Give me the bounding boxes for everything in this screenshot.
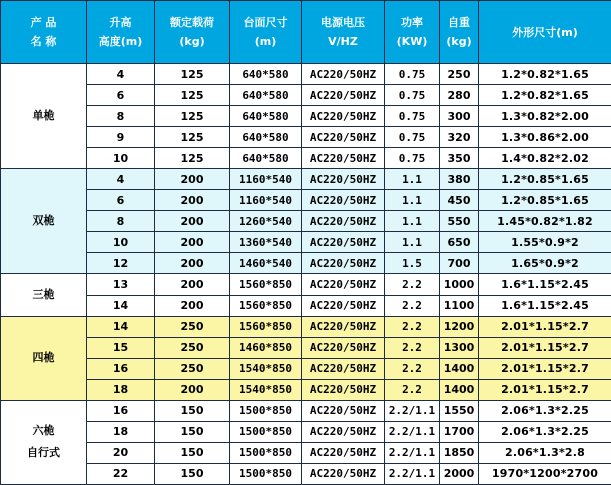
table-row [1,169,611,190]
cell-power-supply: AC220/50HZ [302,190,385,211]
cell-rated-load: 150 [155,400,230,421]
cell-power-supply: AC220/50HZ [302,127,385,148]
cell-overall-size: 1.45*0.82*1.82 [479,211,611,232]
cell-power-supply: AC220/50HZ [302,463,385,484]
cell-power: 1.1 [385,211,440,232]
cell-overall-size: 2.06*1.3*2.25 [479,400,611,421]
cell-power: 1.1 [385,190,440,211]
cell-power-supply: AC220/50HZ [302,253,385,274]
product-type-cell [1,169,87,274]
cell-power: 0.75 [385,148,440,169]
cell-overall-size: 1.6*1.15*2.45 [479,295,611,316]
table-row [1,85,611,106]
table-row [1,190,611,211]
cell-lift-height: 13 [87,274,155,295]
table-row [1,421,611,442]
cell-self-weight: 320 [440,127,479,148]
cell-lift-height: 10 [87,232,155,253]
table-row [1,127,611,148]
cell-platform-size: 1540*850 [230,358,302,379]
cell-power-supply: AC220/50HZ [302,64,385,85]
product-type-label: 四桅 [32,351,55,365]
cell-power: 1.1 [385,169,440,190]
cell-rated-load: 250 [155,316,230,337]
cell-power: 2.2 [385,295,440,316]
cell-platform-size: 640*580 [230,85,302,106]
product-type-cell [1,400,87,484]
cell-lift-height: 4 [87,169,155,190]
cell-rated-load: 200 [155,190,230,211]
cell-power: 2.2/1.1 [385,463,440,484]
header-platform-size: 台面尺寸 (m) [230,1,302,64]
cell-rated-load: 250 [155,337,230,358]
table-row [1,106,611,127]
cell-rated-load: 200 [155,169,230,190]
table-row [1,358,611,379]
header-overall-size: 外形尺寸(m) [479,1,611,64]
cell-rated-load: 125 [155,127,230,148]
table-row [1,211,611,232]
cell-lift-height: 18 [87,379,155,400]
cell-rated-load: 125 [155,64,230,85]
cell-power-supply: AC220/50HZ [302,232,385,253]
cell-power: 2.2 [385,316,440,337]
cell-lift-height: 15 [87,337,155,358]
table-row [1,442,611,463]
product-type-cell [1,64,87,169]
header-self-weight: 自重 (kg) [440,1,479,64]
cell-rated-load: 250 [155,358,230,379]
product-type-cell [1,274,87,316]
cell-lift-height: 6 [87,190,155,211]
table-row [1,274,611,295]
cell-rated-load: 200 [155,274,230,295]
cell-power-supply: AC220/50HZ [302,85,385,106]
cell-power-supply: AC220/50HZ [302,442,385,463]
cell-self-weight: 700 [440,253,479,274]
cell-platform-size: 1460*540 [230,253,302,274]
cell-lift-height: 18 [87,421,155,442]
product-type-label: 三桅 [32,288,55,302]
cell-self-weight: 650 [440,232,479,253]
cell-power: 0.75 [385,127,440,148]
product-type-cell [1,316,87,400]
cell-platform-size: 640*580 [230,148,302,169]
product-type-label: 双桅 [32,214,55,228]
cell-power: 0.75 [385,64,440,85]
cell-self-weight: 1200 [440,316,479,337]
cell-platform-size: 1160*540 [230,190,302,211]
cell-overall-size: 1970*1200*2700 [479,463,611,484]
cell-overall-size: 1.3*0.86*2.00 [479,127,611,148]
cell-platform-size: 1460*850 [230,337,302,358]
cell-overall-size: 1.2*0.82*1.65 [479,85,611,106]
cell-lift-height: 14 [87,295,155,316]
cell-lift-height: 22 [87,463,155,484]
cell-overall-size: 1.65*0.9*2 [479,253,611,274]
header-power-supply: 电源电压 V/HZ [302,1,385,64]
header-rated-load: 额定载荷 (kg) [155,1,230,64]
cell-lift-height: 8 [87,211,155,232]
product-type-label: 自行式 [27,446,60,460]
cell-lift-height: 9 [87,127,155,148]
table-row [1,64,611,85]
cell-lift-height: 16 [87,400,155,421]
cell-platform-size: 1500*850 [230,442,302,463]
cell-rated-load: 150 [155,442,230,463]
cell-self-weight: 450 [440,190,479,211]
cell-power-supply: AC220/50HZ [302,106,385,127]
header-lift-height: 升高 高度(m) [87,1,155,64]
cell-overall-size: 2.01*1.15*2.7 [479,337,611,358]
header-product-name: 产 品 名 称 [1,1,87,64]
cell-power-supply: AC220/50HZ [302,421,385,442]
table-body [1,64,611,485]
cell-overall-size: 2.06*1.3*2.25 [479,421,611,442]
cell-power: 2.2 [385,337,440,358]
cell-rated-load: 200 [155,379,230,400]
cell-power-supply: AC220/50HZ [302,337,385,358]
cell-rated-load: 150 [155,463,230,484]
cell-rated-load: 125 [155,106,230,127]
cell-power: 0.75 [385,85,440,106]
cell-platform-size: 640*580 [230,127,302,148]
cell-rated-load: 125 [155,85,230,106]
cell-power-supply: AC220/50HZ [302,211,385,232]
header-power: 功率 (KW) [385,1,440,64]
product-type-label: 单桅 [32,109,55,123]
cell-overall-size: 2.01*1.15*2.7 [479,316,611,337]
cell-self-weight: 1850 [440,442,479,463]
cell-power: 2.2 [385,379,440,400]
cell-platform-size: 1260*540 [230,211,302,232]
cell-self-weight: 1700 [440,421,479,442]
table-row [1,379,611,400]
cell-power-supply: AC220/50HZ [302,358,385,379]
table-row [1,253,611,274]
cell-rated-load: 200 [155,211,230,232]
cell-self-weight: 1550 [440,400,479,421]
cell-platform-size: 1500*850 [230,421,302,442]
cell-rated-load: 200 [155,253,230,274]
table-row [1,463,611,484]
cell-power-supply: AC220/50HZ [302,400,385,421]
cell-self-weight: 1400 [440,358,479,379]
cell-overall-size: 1.3*0.82*2.00 [479,106,611,127]
cell-lift-height: 8 [87,106,155,127]
cell-overall-size: 1.2*0.85*1.65 [479,169,611,190]
cell-power-supply: AC220/50HZ [302,148,385,169]
cell-power-supply: AC220/50HZ [302,274,385,295]
cell-overall-size: 2.06*1.3*2.8 [479,442,611,463]
cell-lift-height: 10 [87,148,155,169]
product-type-label: 六桅 [32,424,55,438]
cell-power-supply: AC220/50HZ [302,295,385,316]
cell-power: 2.2/1.1 [385,400,440,421]
cell-power: 0.75 [385,106,440,127]
cell-rated-load: 200 [155,295,230,316]
cell-power: 1.5 [385,253,440,274]
cell-platform-size: 1500*850 [230,463,302,484]
cell-power-supply: AC220/50HZ [302,316,385,337]
cell-power: 2.2 [385,358,440,379]
cell-overall-size: 1.6*1.15*2.45 [479,274,611,295]
table-header [1,1,611,64]
cell-lift-height: 16 [87,358,155,379]
cell-overall-size: 1.2*0.82*1.65 [479,64,611,85]
cell-self-weight: 1100 [440,295,479,316]
cell-lift-height: 20 [87,442,155,463]
cell-power-supply: AC220/50HZ [302,169,385,190]
table-row [1,316,611,337]
cell-self-weight: 300 [440,106,479,127]
table-row [1,148,611,169]
cell-power: 2.2/1.1 [385,442,440,463]
cell-self-weight: 1400 [440,379,479,400]
cell-lift-height: 14 [87,316,155,337]
cell-overall-size: 2.01*1.15*2.7 [479,379,611,400]
cell-power-supply: AC220/50HZ [302,379,385,400]
cell-overall-size: 2.01*1.15*2.7 [479,358,611,379]
cell-lift-height: 4 [87,64,155,85]
cell-platform-size: 640*580 [230,64,302,85]
cell-rated-load: 125 [155,148,230,169]
cell-platform-size: 640*580 [230,106,302,127]
cell-self-weight: 280 [440,85,479,106]
cell-rated-load: 200 [155,232,230,253]
cell-self-weight: 380 [440,169,479,190]
cell-self-weight: 550 [440,211,479,232]
cell-power: 2.2 [385,274,440,295]
cell-self-weight: 1300 [440,337,479,358]
cell-self-weight: 1000 [440,274,479,295]
cell-platform-size: 1360*540 [230,232,302,253]
cell-platform-size: 1160*540 [230,169,302,190]
cell-self-weight: 350 [440,148,479,169]
cell-platform-size: 1560*850 [230,316,302,337]
cell-overall-size: 1.2*0.85*1.65 [479,190,611,211]
cell-rated-load: 150 [155,421,230,442]
cell-platform-size: 1560*850 [230,274,302,295]
cell-lift-height: 12 [87,253,155,274]
table-row [1,337,611,358]
table-row [1,400,611,421]
table-row [1,295,611,316]
cell-platform-size: 1540*850 [230,379,302,400]
table-row [1,232,611,253]
cell-platform-size: 1500*850 [230,400,302,421]
cell-self-weight: 250 [440,64,479,85]
cell-power: 2.2/1.1 [385,421,440,442]
cell-platform-size: 1560*850 [230,295,302,316]
cell-lift-height: 6 [87,85,155,106]
cell-overall-size: 1.4*0.82*2.02 [479,148,611,169]
cell-self-weight: 2000 [440,463,479,484]
cell-power: 1.1 [385,232,440,253]
cell-overall-size: 1.55*0.9*2 [479,232,611,253]
